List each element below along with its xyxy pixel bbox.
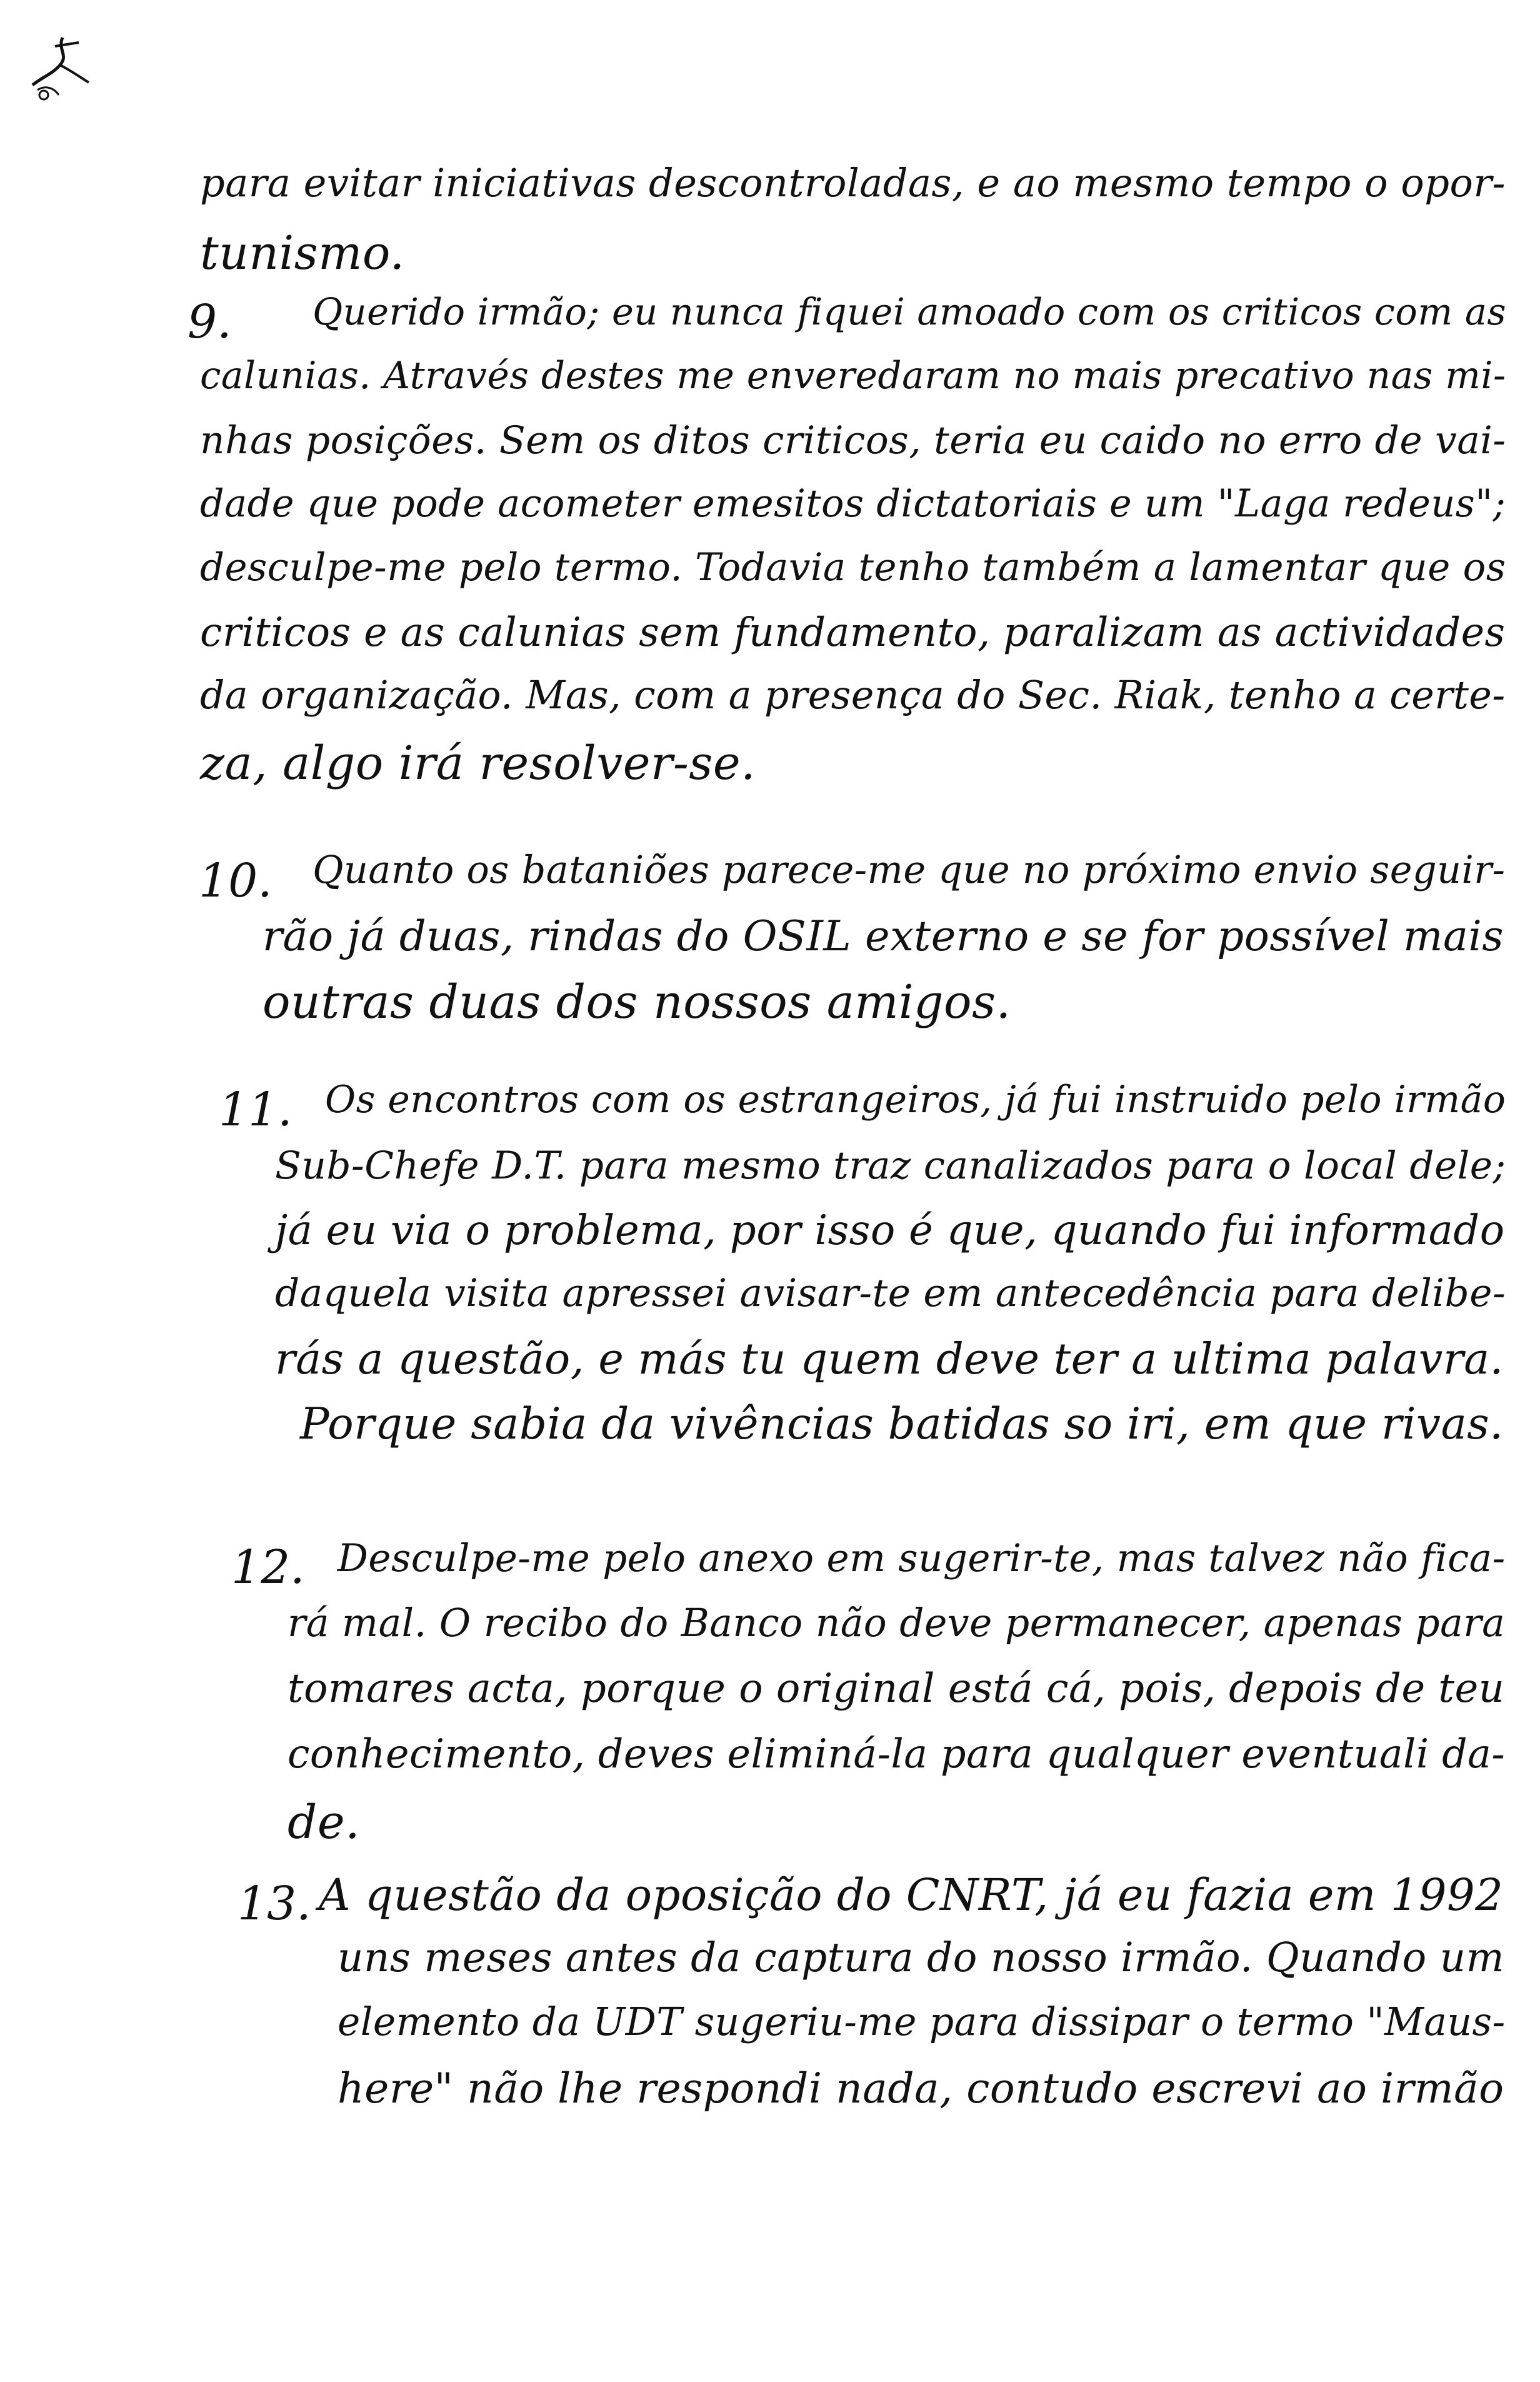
item-line: da organização. Mas, com a presença do Sec. Riak, tenho a certe- [200,673,1506,718]
item-line: elemento da UDT sugeriu-me para dissipar o termo "Maus- [338,2000,1506,2044]
item-number: 12. [231,1540,305,1594]
intro-line: para evitar iniciativas descontroladas, e ao mesmo tempo o opor- [200,160,1506,206]
item-line: rás a questão, e más tu quem deve ter a ultima palavra. [275,1334,1504,1384]
item-line: nhas posições. Sem os ditos criticos, teria eu caido no erro de vai- [200,418,1506,463]
item-line: criticos e as calunias sem fundamento, paralizam as actividades [200,609,1506,655]
item-line: Porque sabia da vivências batidas so iri, em que rivas. [300,1399,1504,1449]
item-line: A questão da oposição do CNRT, já eu fazia em 1992 [319,1869,1504,1921]
item-line: Querido irmão; eu nunca fiquei amoado com os criticos com as [312,290,1507,333]
item-line: calunias. Através destes me enveredaram no mais precativo nas mi- [200,354,1506,398]
item-line: de. [288,1796,361,1849]
item-number: 9. [188,295,232,349]
item-line: já eu via o problema, por isso é que, quando fui informado [275,1207,1505,1254]
item-line: Desculpe-me pelo anexo em sugerir-te, mas talvez não fica- [338,1536,1506,1580]
item-line: here" não lhe respondi nada, contudo escrevi ao irmão [338,2064,1504,2113]
intro-line: tunismo. [200,226,405,280]
item-number: 10. [199,854,272,908]
item-number: 11. [219,1083,292,1137]
item-line: Sub-Chefe D.T. para mesmo traz canalizados para o local dele; [275,1143,1506,1188]
item-line: outras duas dos nossos amigos. [262,975,1011,1029]
item-line: rão já duas, rindas do OSIL externo e se for possível mais [262,912,1504,960]
item-line: conhecimento, deves eliminá-la para qualquer eventuali da- [288,1731,1506,1777]
item-line: dade que pode acometer emesitos dictatoriais e um "Laga redeus"; [200,482,1506,526]
item-line: desculpe-me pelo termo. Todavia tenho também a lamentar que os [200,545,1506,590]
ink-sketch-icon [19,25,106,113]
item-number: 13. [238,1877,311,1931]
item-line: Os encontros com os estrangeiros, já fui instruido pelo irmão [325,1078,1506,1122]
item-line: uns meses antes da captura do nosso irmão. Quando um [338,1934,1505,1981]
item-line: za, algo irá resolver-se. [200,736,756,790]
item-line: rá mal. O recibo do Banco não deve permanecer, apenas para [288,1601,1506,1646]
item-line: Quanto os bataniões parece-me que no próximo envio seguir- [312,848,1506,892]
item-line: daquela visita apressei avisar-te em antecedência para delibe- [275,1271,1506,1315]
item-line: tomares acta, porque o original está cá, pois, depois de teu [288,1666,1505,1712]
